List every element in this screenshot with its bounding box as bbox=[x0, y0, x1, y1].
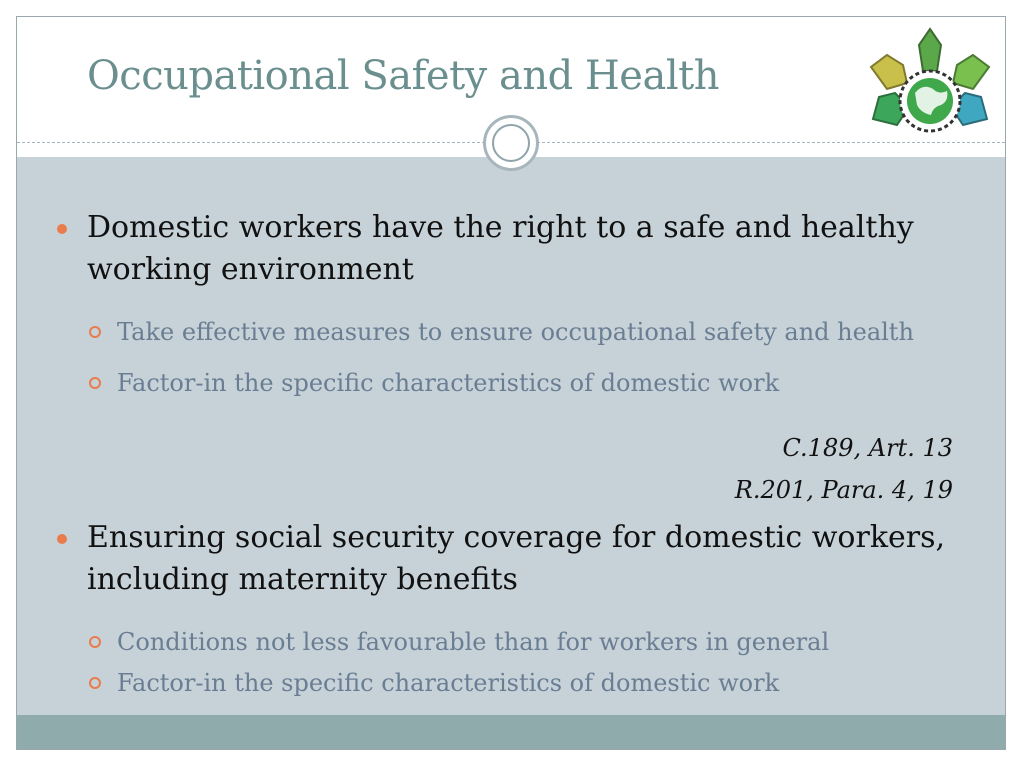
slide bbox=[16, 16, 1006, 750]
bullet-dot-icon bbox=[57, 224, 67, 234]
bullet-item bbox=[87, 207, 967, 291]
subitem-ring-icon bbox=[89, 636, 101, 648]
header-circle-inner bbox=[492, 124, 530, 162]
slide-content bbox=[17, 157, 1005, 717]
subitem-ring-icon bbox=[89, 326, 101, 338]
logo-icon bbox=[855, 23, 1005, 135]
subitem-text: Take effective measures to ensure occupational safety and health bbox=[117, 318, 914, 346]
reference-text: C.189, Art. 13 bbox=[782, 434, 953, 462]
subitem bbox=[117, 627, 977, 657]
footer-band bbox=[17, 715, 1005, 749]
subitem bbox=[117, 317, 977, 347]
subitem-ring-icon bbox=[89, 677, 101, 689]
bullet-text: Domestic workers have the right to a safe and healthy working environment bbox=[87, 210, 914, 287]
bullet-text: Ensuring social security coverage for domestic workers, including maternity benefits bbox=[87, 520, 946, 597]
subitem-text: Factor-in the specific characteristics of domestic work bbox=[117, 369, 780, 397]
subitem-ring-icon bbox=[89, 377, 101, 389]
subitem bbox=[117, 668, 977, 698]
header-circle-ornament bbox=[483, 115, 539, 171]
slide-title: Occupational Safety and Health bbox=[87, 53, 719, 99]
bullet-dot-icon bbox=[57, 534, 67, 544]
subitem bbox=[117, 368, 977, 398]
bullet-item bbox=[87, 517, 967, 601]
subitem-text: Factor-in the specific characteristics of domestic work bbox=[117, 669, 780, 697]
subitem-text: Conditions not less favourable than for workers in general bbox=[117, 628, 830, 656]
reference-text: R.201, Para. 4, 19 bbox=[734, 476, 953, 504]
